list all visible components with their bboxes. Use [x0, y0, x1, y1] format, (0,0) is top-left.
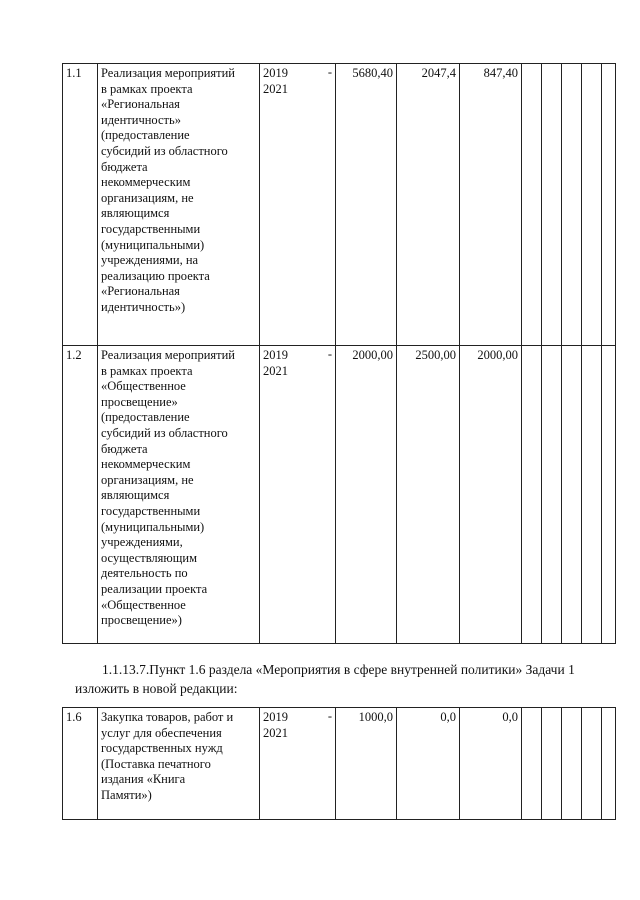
- period-cell: [260, 708, 336, 820]
- amount-cell: 1000,0: [336, 708, 397, 820]
- empty-cell: [582, 708, 602, 820]
- row-number: 1.2: [63, 346, 98, 644]
- period-end: 2021: [263, 725, 288, 740]
- amount-cell: 847,40: [460, 64, 522, 346]
- budget-table-1: [62, 63, 616, 644]
- empty-cell: [562, 346, 582, 644]
- amount-cell: 2047,4: [397, 64, 460, 346]
- table-row: [63, 346, 616, 644]
- empty-cell: [562, 64, 582, 346]
- event-description: Реализация мероприятий в рамках проекта «Региональная идентичность» (предоставление субсидий из областного бюджета некоммерческим организациям, не являющимся государственными (муниципальными) учреждениями, на реализацию проекта «Региональная идентичность»): [98, 64, 260, 346]
- period-dash: -: [327, 347, 332, 361]
- empty-cell: [522, 708, 542, 820]
- paragraph-line-2: изложить в новой редакции:: [75, 681, 238, 696]
- empty-cell: [602, 346, 616, 644]
- empty-cell: [522, 64, 542, 346]
- empty-cell: [542, 64, 562, 346]
- period-end: 2021: [263, 363, 288, 378]
- amount-cell: 2500,00: [397, 346, 460, 644]
- event-description: Реализация мероприятий в рамках проекта «Общественное просвещение» (предоставление субсидий из областного бюджета некоммерческим организациям, не являющимся государственными (муниципальными) учреждениями, осуществляющим деятельность по реализации проекта «Общественное просвещение»): [98, 346, 260, 644]
- period-start: 2019: [263, 710, 288, 724]
- table-row: [63, 64, 616, 346]
- table-row: [63, 708, 616, 820]
- empty-cell: [602, 708, 616, 820]
- period-start: 2019: [263, 66, 288, 80]
- empty-cell: [602, 64, 616, 346]
- period-end: 2021: [263, 81, 288, 96]
- row-number: 1.1: [63, 64, 98, 346]
- empty-cell: [522, 346, 542, 644]
- paragraph-line-1: 1.1.13.7.Пункт 1.6 раздела «Мероприятия в сфере внутренней политики» Задачи 1: [102, 662, 575, 677]
- amount-cell: 2000,00: [336, 346, 397, 644]
- period-cell: [260, 346, 336, 644]
- amount-cell: 0,0: [460, 708, 522, 820]
- empty-cell: [542, 708, 562, 820]
- period-cell: [260, 64, 336, 346]
- amendment-paragraph: [75, 660, 613, 698]
- amount-cell: 5680,40: [336, 64, 397, 346]
- event-description: Закупка товаров, работ и услуг для обеспечения государственных нужд (Поставка печатного издания «Книга Памяти»): [98, 708, 260, 820]
- period-dash: -: [327, 709, 332, 723]
- empty-cell: [582, 64, 602, 346]
- empty-cell: [562, 708, 582, 820]
- period-start: 2019: [263, 348, 288, 362]
- period-dash: -: [327, 65, 332, 79]
- amount-cell: 2000,00: [460, 346, 522, 644]
- amount-cell: 0,0: [397, 708, 460, 820]
- empty-cell: [582, 346, 602, 644]
- empty-cell: [542, 346, 562, 644]
- budget-table-2: [62, 707, 616, 820]
- row-number: 1.6: [63, 708, 98, 820]
